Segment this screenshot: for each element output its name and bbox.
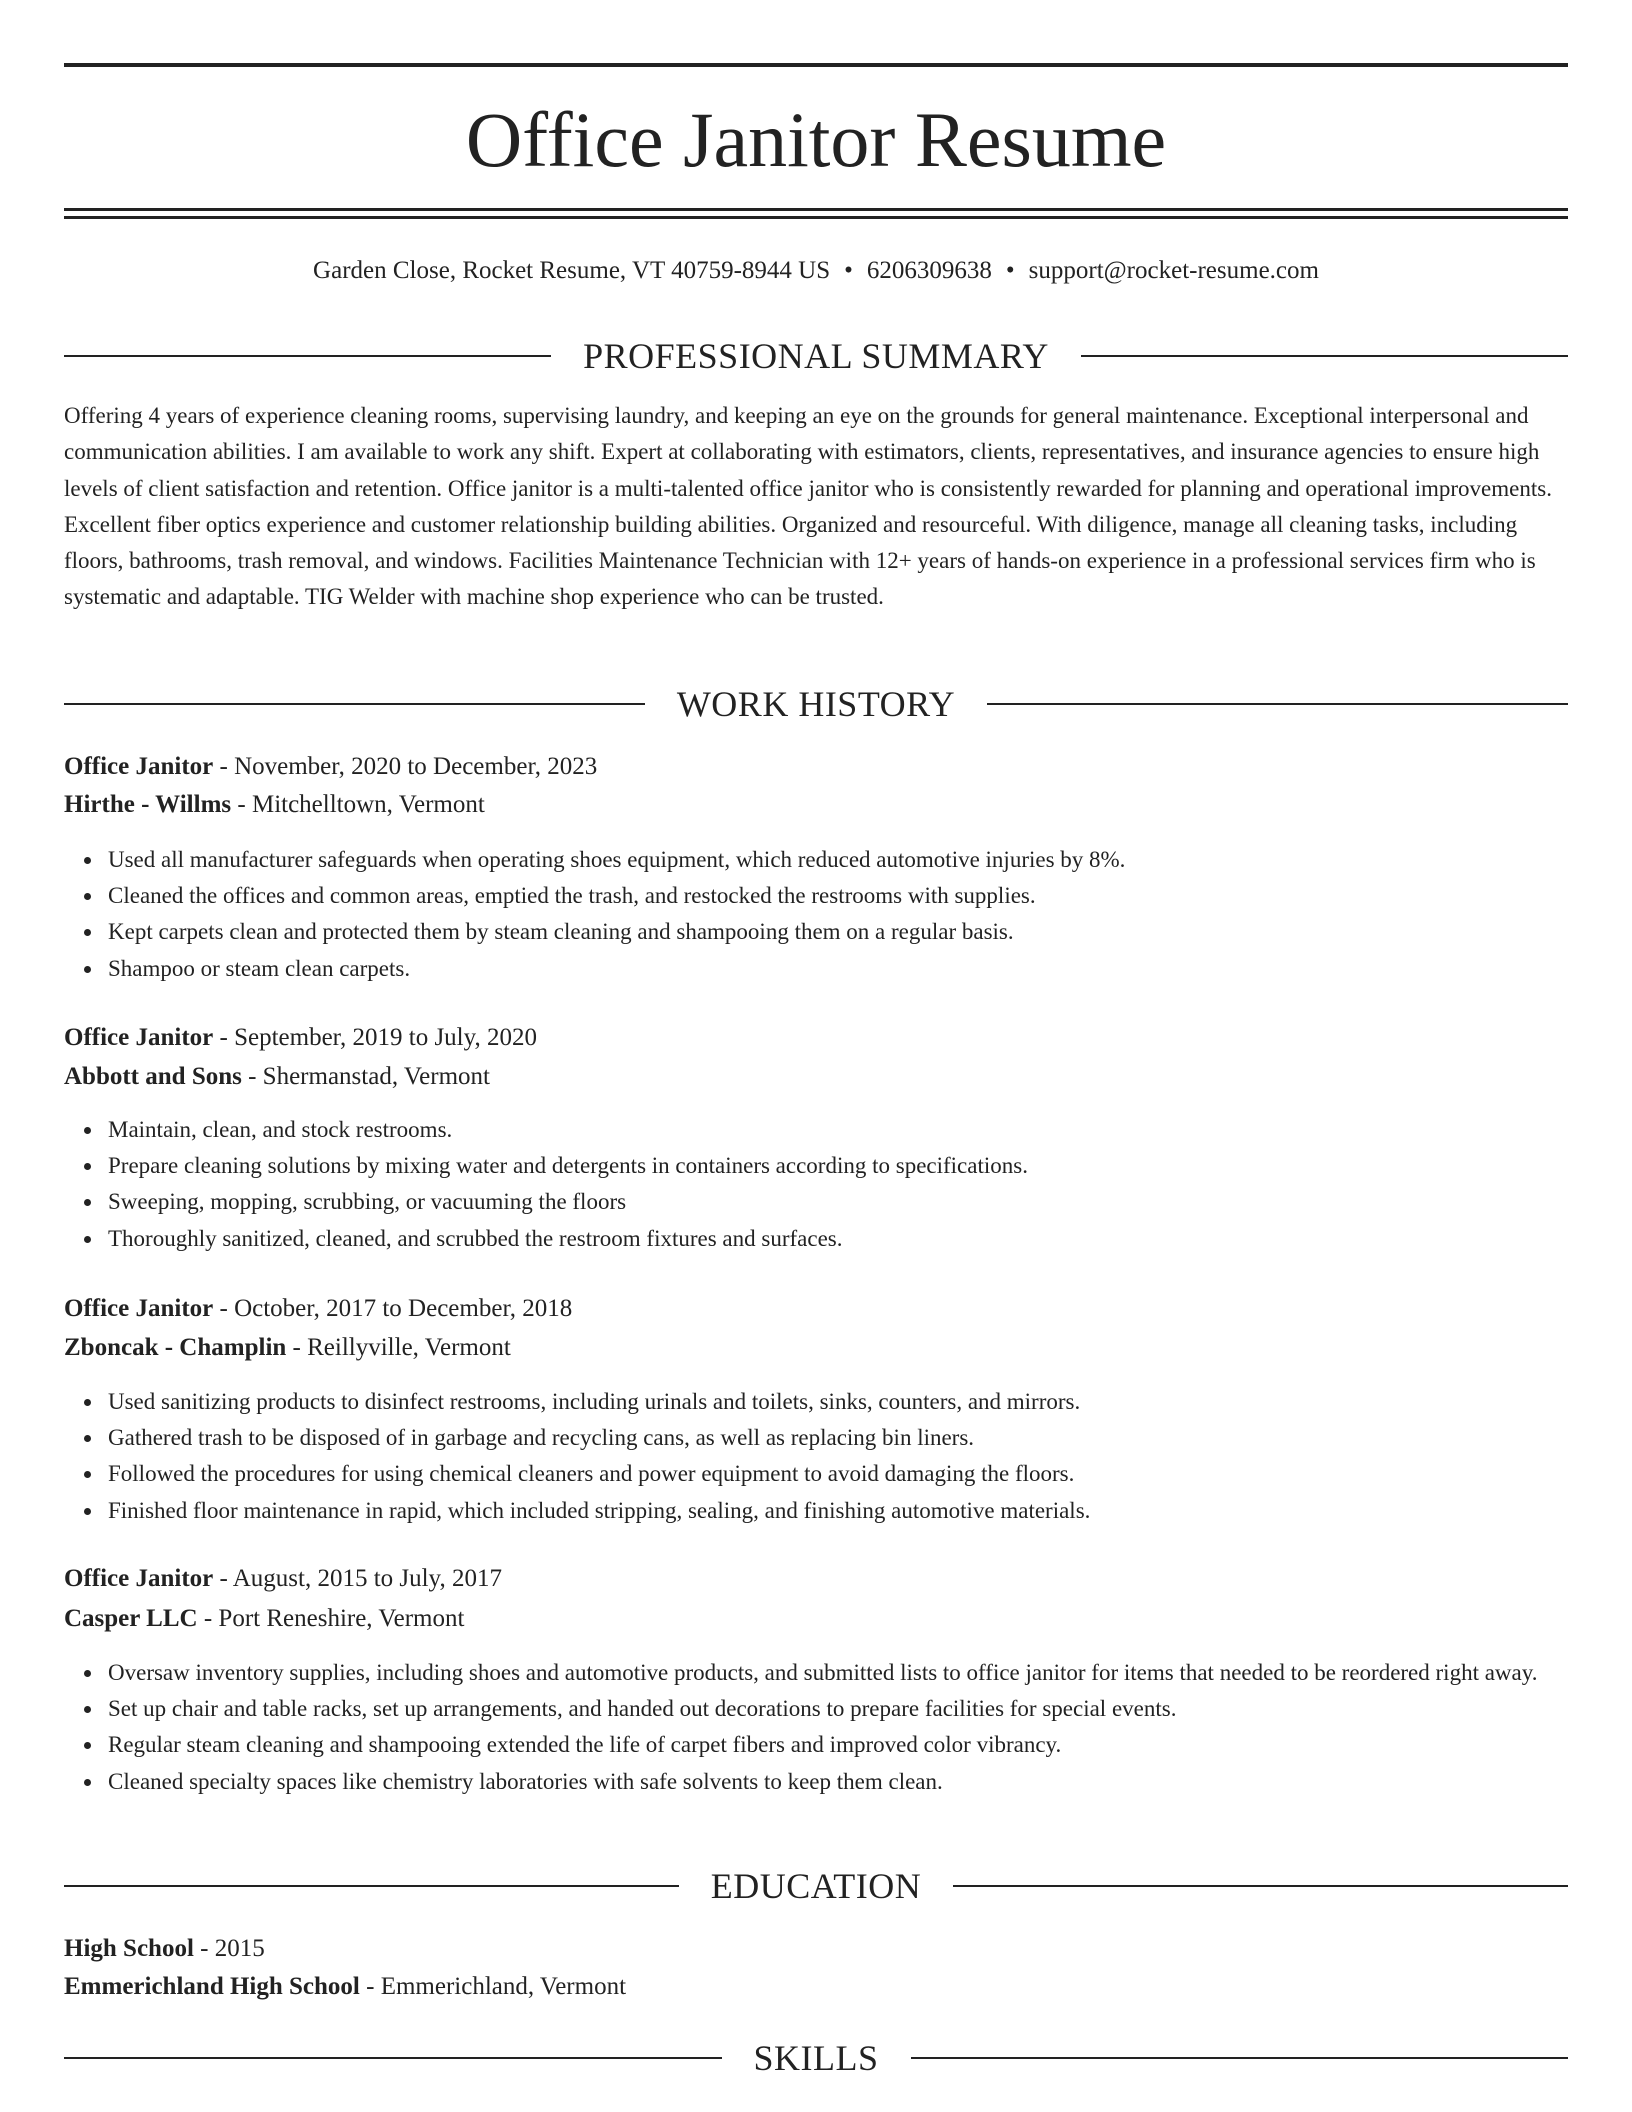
list-item: Finished floor maintenance in rapid, which included stripping, sealing, and finishing automotive materials. bbox=[108, 1493, 1568, 1529]
job-location: - Port Reneshire, Vermont bbox=[197, 1605, 465, 1632]
job-location: - Mitchelltown, Vermont bbox=[231, 791, 485, 818]
heading-rule-left bbox=[64, 1885, 679, 1887]
job-company: Casper LLC bbox=[64, 1605, 198, 1632]
job-bullet-list bbox=[64, 1655, 1568, 1800]
job-bullet-list bbox=[64, 842, 1568, 987]
list-item: Used sanitizing products to disinfect restrooms, including urinals and toilets, sinks, counters, and mirrors. bbox=[108, 1384, 1568, 1420]
job-title-line bbox=[64, 1021, 1568, 1055]
contact-separator: • bbox=[844, 257, 853, 284]
contact-address: Garden Close, Rocket Resume, VT 40759-8944 US bbox=[313, 257, 831, 284]
heading-rule-left bbox=[64, 703, 645, 705]
education-school: Emmerichland High School bbox=[64, 1973, 360, 2000]
section-heading-label: EDUCATION bbox=[710, 1866, 922, 1906]
list-item: Oversaw inventory supplies, including shoes and automotive products, and submitted lists to office janitor for items that needed to be reordered right away. bbox=[108, 1655, 1568, 1691]
heading-rule-right bbox=[911, 2057, 1569, 2059]
list-item: Set up chair and table racks, set up arrangements, and handed out decorations to prepare facilities for special events. bbox=[108, 1691, 1568, 1727]
header-double-rule-lower bbox=[64, 216, 1568, 219]
job-company-line bbox=[64, 1060, 1568, 1094]
heading-rule-right bbox=[987, 703, 1568, 705]
job-title: Office Janitor bbox=[64, 1295, 214, 1322]
education-degree-line bbox=[64, 1932, 1568, 1966]
heading-rule-right bbox=[953, 1885, 1568, 1887]
list-item: Cleaned specialty spaces like chemistry laboratories with safe solvents to keep them clean. bbox=[108, 1764, 1568, 1800]
job-title-line bbox=[64, 1562, 1568, 1596]
job-company: Zboncak - Champlin bbox=[64, 1334, 287, 1361]
section-heading-label: WORK HISTORY bbox=[676, 684, 956, 724]
education-year: - 2015 bbox=[193, 1935, 265, 1962]
job-dates: - October, 2017 to December, 2018 bbox=[213, 1295, 573, 1322]
education-school-line bbox=[64, 1970, 1568, 2004]
list-item: Thoroughly sanitized, cleaned, and scrubbed the restroom fixtures and surfaces. bbox=[108, 1221, 1568, 1257]
contact-line bbox=[64, 254, 1568, 288]
list-item: Maintain, clean, and stock restrooms. bbox=[108, 1112, 1568, 1148]
job-title-line bbox=[64, 1292, 1568, 1326]
heading-rule-left bbox=[64, 355, 551, 357]
job-company-line bbox=[64, 1331, 1568, 1365]
section-heading-work-history bbox=[64, 682, 1568, 726]
job-dates: - August, 2015 to July, 2017 bbox=[213, 1565, 502, 1592]
job-title-line bbox=[64, 750, 1568, 784]
job-company: Abbott and Sons bbox=[64, 1063, 242, 1090]
section-heading-label: PROFESSIONAL SUMMARY bbox=[583, 336, 1049, 376]
education-location: - Emmerichland, Vermont bbox=[359, 1973, 627, 2000]
section-heading-label: SKILLS bbox=[753, 2038, 879, 2078]
job-dates: - November, 2020 to December, 2023 bbox=[213, 753, 598, 780]
resume-title: Office Janitor Resume bbox=[465, 96, 1167, 183]
list-item: Followed the procedures for using chemical cleaners and power equipment to avoid damaging the floors. bbox=[108, 1456, 1568, 1492]
section-heading-summary bbox=[64, 334, 1568, 378]
section-heading-education bbox=[64, 1864, 1568, 1908]
job-title: Office Janitor bbox=[64, 1565, 214, 1592]
list-item: Cleaned the offices and common areas, emptied the trash, and restocked the restrooms with supplies. bbox=[108, 878, 1568, 914]
contact-email: support@rocket-resume.com bbox=[1028, 257, 1319, 284]
list-item: Kept carpets clean and protected them by steam cleaning and shampooing them on a regular basis. bbox=[108, 914, 1568, 950]
job-company: Hirthe - Willms bbox=[64, 791, 232, 818]
list-item: Sweeping, mopping, scrubbing, or vacuuming the floors bbox=[108, 1184, 1568, 1220]
job-location: - Shermanstad, Vermont bbox=[241, 1063, 490, 1090]
heading-rule-right bbox=[1081, 355, 1568, 357]
job-location: - Reillyville, Vermont bbox=[286, 1334, 511, 1361]
list-item: Gathered trash to be disposed of in garbage and recycling cans, as well as replacing bin liners. bbox=[108, 1420, 1568, 1456]
education-degree: High School bbox=[64, 1935, 194, 1962]
list-item: Regular steam cleaning and shampooing extended the life of carpet fibers and improved color vibrancy. bbox=[108, 1727, 1568, 1763]
heading-rule-left bbox=[64, 2057, 722, 2059]
job-title: Office Janitor bbox=[64, 1024, 214, 1051]
job-company-line bbox=[64, 788, 1568, 822]
section-heading-skills bbox=[64, 2036, 1568, 2080]
list-item: Prepare cleaning solutions by mixing water and detergents in containers according to specifications. bbox=[108, 1148, 1568, 1184]
job-bullet-list bbox=[64, 1112, 1568, 1257]
job-bullet-list bbox=[64, 1384, 1568, 1529]
list-item: Shampoo or steam clean carpets. bbox=[108, 951, 1568, 987]
job-title: Office Janitor bbox=[64, 753, 214, 780]
job-company-line bbox=[64, 1602, 1568, 1636]
contact-separator: • bbox=[1005, 257, 1015, 284]
job-dates: - September, 2019 to July, 2020 bbox=[213, 1024, 537, 1051]
header-top-rule bbox=[64, 63, 1568, 67]
list-item: Used all manufacturer safeguards when operating shoes equipment, which reduced automotive injuries by 8%. bbox=[108, 842, 1568, 878]
header-double-rule-upper bbox=[64, 208, 1568, 211]
contact-phone: 6206309638 bbox=[866, 257, 992, 284]
professional-summary-text: Offering 4 years of experience cleaning rooms, supervising laundry, and keeping an eye on the grounds for general maintenance. Exceptional interpersonal and communication abilities. I am available to work any shift. Expert at collaborating with estimators, clients, representatives, and insurance agencies to ensure high levels of client satisfaction and retention. Office janitor is a multi-talented office janitor who is consistently rewarded for planning and operational improvements. Excellent fiber optics experience and customer relationship building abilities. Organized and resourceful. With diligence, manage all cleaning tasks, including floors, bathrooms, trash removal, and windows. Facilities Maintenance Technician with 12+ years of hands-on experience in a professional services firm who is systematic and adaptable. TIG Welder with machine shop experience who can be trusted. bbox=[64, 403, 1552, 610]
